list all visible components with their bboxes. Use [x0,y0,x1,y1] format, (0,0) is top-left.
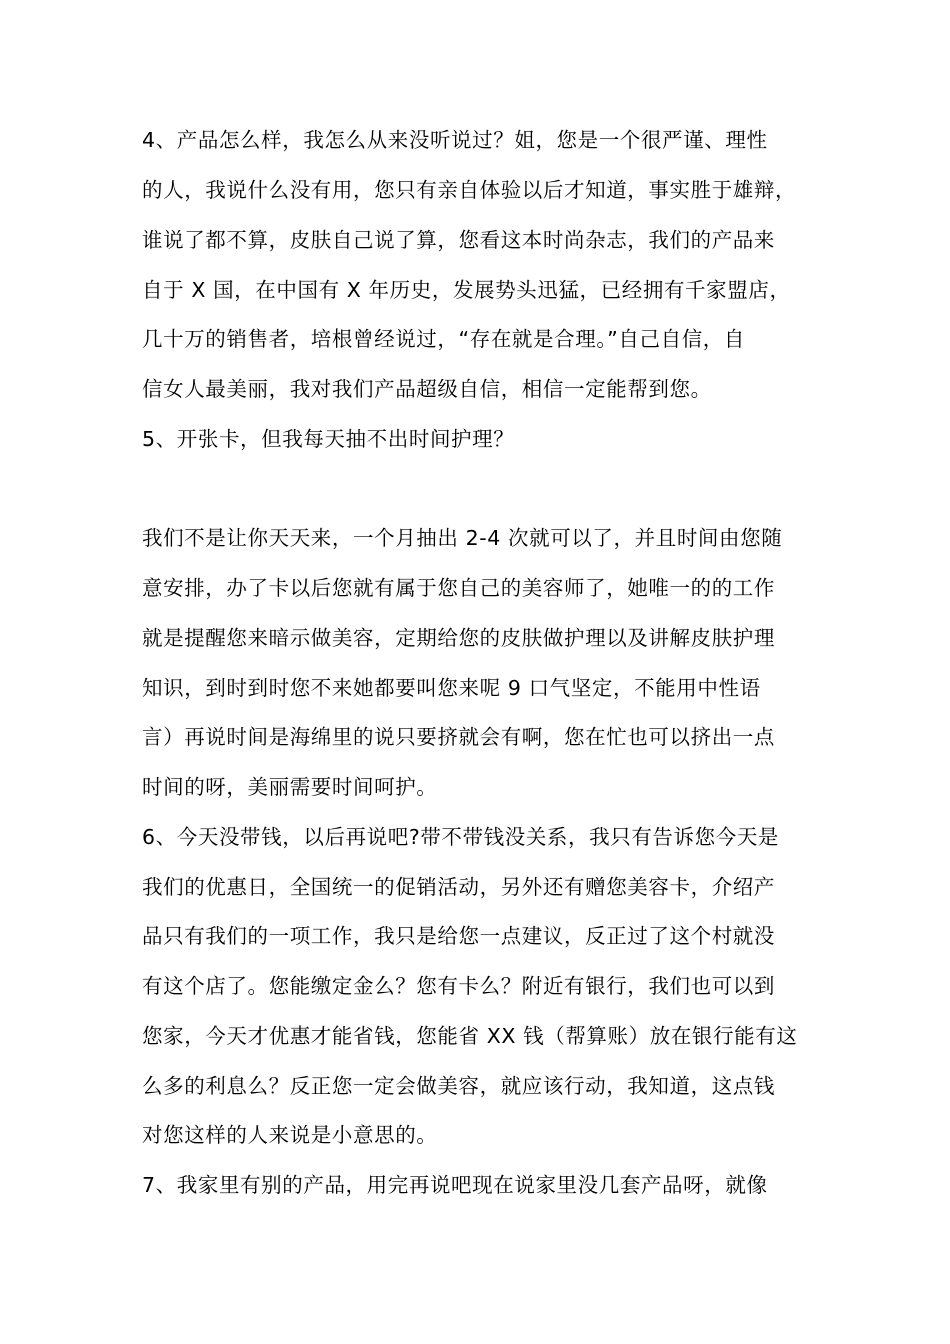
text-line: 品只有我们的一项工作，我只是给您一点建议，反正过了这个村就没 [142,924,775,948]
text-line: 7、我家里有别的产品，用完再说吧现在说家里没几套产品呀，就像 [142,1173,768,1197]
text-line: 对您这样的人来说是小意思的。 [142,1123,438,1147]
text-line: 有这个店了。您能缴定金么？您有卡么？附近有银行，我们也可以到 [142,974,775,998]
text-line: 5、开张卡，但我每天抽不出时间护理？ [142,427,515,451]
text-line: 您家，今天才优惠才能省钱，您能省 XX 钱（帮算账）放在银行能有这 [142,1024,798,1048]
text-line: 知识，到时到时您不来她都要叫您来呢 9 口气坚定，不能用中性语 [142,676,761,700]
text-line: 信女人最美丽，我对我们产品超级自信，相信一定能帮到您。 [142,377,712,401]
text-line: 的人，我说什么没有用，您只有亲自体验以后才知道，事实胜于雄辩， [142,178,797,202]
text-line: 自于 X 国，在中国有 X 年历史，发展势头迅猛，已经拥有千家盟店， [142,278,791,302]
text-line: 4、产品怎么样，我怎么从来没听说过？姐，您是一个很严谨、理性 [142,128,768,152]
text-line: 言）再说时间是海绵里的说只要挤就会有啊，您在忙也可以挤出一点 [142,725,775,749]
text-line: 我们的优惠日，全国统一的促销活动，另外还有赠您美容卡，介绍产 [142,875,775,899]
text-line: 时间的呀，美丽需要时间呵护。 [142,775,438,799]
text-line: 6、今天没带钱，以后再说吧?带不带钱没关系，我只有告诉您今天是 [142,825,780,849]
text-line: 么多的利息么？反正您一定会做美容，就应该行动，我知道，这点钱 [142,1074,775,1098]
text-line: 谁说了都不算，皮肤自己说了算，您看这本时尚杂志，我们的产品来 [142,228,775,252]
text-line: 就是提醒您来暗示做美容，定期给您的皮肤做护理以及讲解皮肤护理 [142,626,775,650]
text-line: 几十万的销售者，培根曾经说过，“存在就是合理。”自己自信，自 [142,327,745,351]
text-line: 我们不是让你天天来，一个月抽出 2-4 次就可以了，并且时间由您随 [142,526,783,550]
text-line: 意安排，办了卡以后您就有属于您自己的美容师了，她唯一的的工作 [142,576,775,600]
